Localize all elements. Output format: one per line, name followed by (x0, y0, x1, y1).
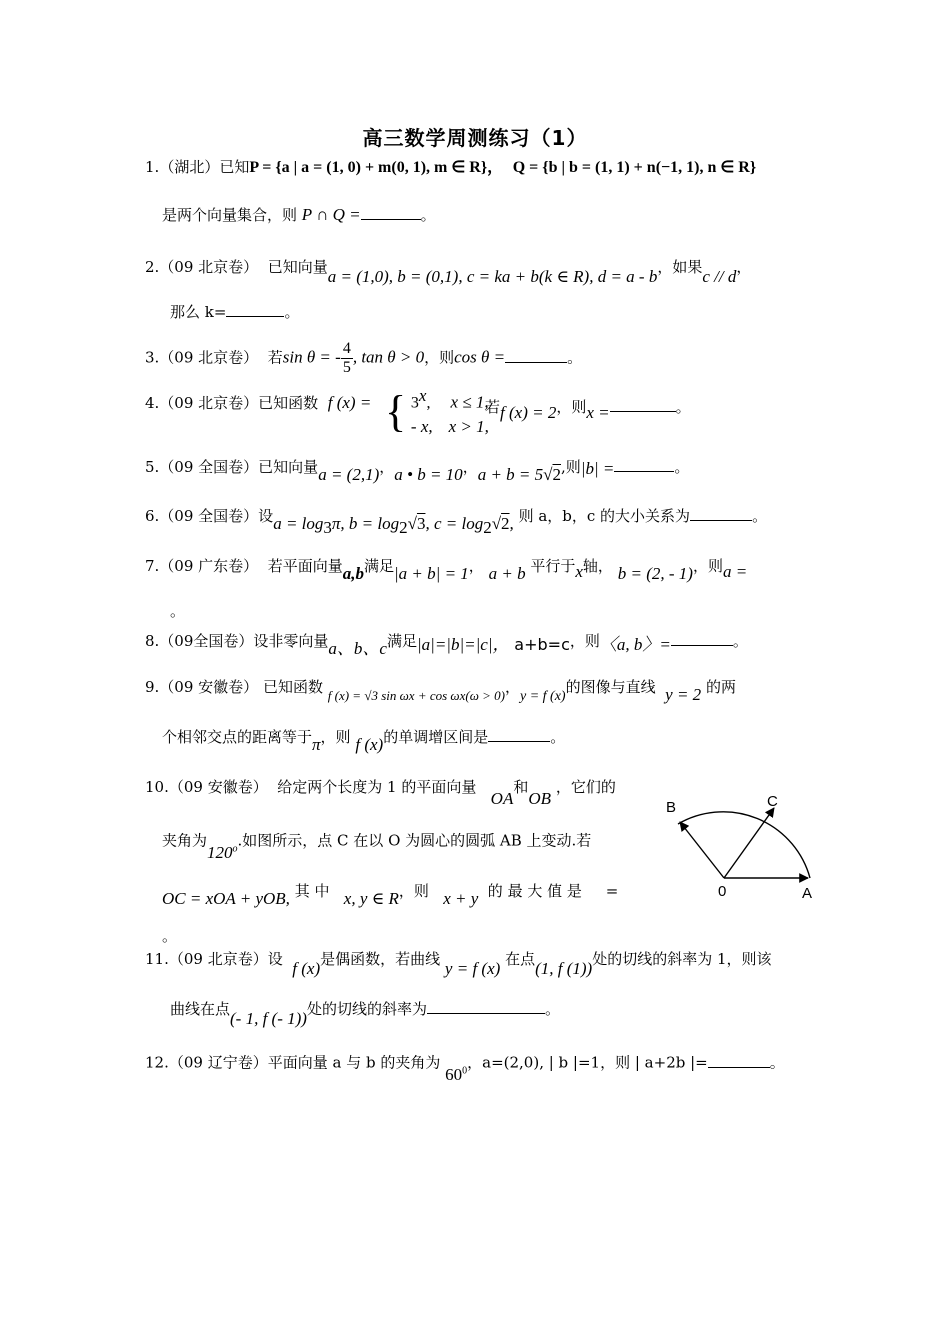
piecewise-cases: 3$^x$, x ≤ 1, - x, x > 1, (410, 386, 489, 437)
log-base: 2 (483, 518, 492, 537)
math-expression: , tan θ > 0 (352, 347, 425, 367)
question-text: 的单调增区间是 (383, 728, 489, 746)
math-expression: y = f (x) (444, 959, 501, 978)
question-number: 7.（09 广东卷） (145, 557, 259, 575)
question-8-line-1 (145, 630, 748, 658)
question-text: ，则 (569, 632, 600, 650)
math-expression: = (605, 882, 619, 900)
math-expression: a = (722, 562, 748, 581)
question-11-line-2 (170, 998, 560, 1028)
punctuation: 。 (675, 398, 691, 416)
question-7-line-2 (170, 600, 185, 622)
fraction-denominator: 5 (342, 359, 351, 376)
question-4-line-1 (145, 392, 371, 414)
question-text: 的 最 大 值 是 (487, 882, 582, 900)
question-text: 和 (513, 778, 529, 796)
question-number: 5.（09 全国卷） (145, 458, 259, 476)
degree-symbol: o (232, 843, 238, 854)
fraction-numerator: 4 (342, 340, 351, 357)
log-base: 2 (399, 518, 408, 537)
math-expression: x, y ∈ R (343, 889, 399, 908)
punctuation: 。 (769, 1053, 785, 1072)
math-expression: a、b、c (328, 639, 387, 658)
question-text: ，它们的 (555, 778, 616, 796)
question-number: 1. (145, 158, 160, 176)
question-9-line-2 (162, 726, 566, 754)
question-9-line-1 (145, 676, 736, 704)
question-12-line-1 (145, 1048, 785, 1084)
math-expression: f (x) = (327, 393, 372, 412)
math-expression: f (x) (292, 959, 321, 978)
math-expression: a = log (273, 514, 324, 533)
sqrt-radicand: 2 (501, 514, 510, 533)
question-text: ,则 (561, 458, 581, 476)
punctuation: 。 (752, 507, 768, 525)
question-number: 3.（09 北京卷） (145, 348, 259, 367)
question-text: ，a=(2,0), | b |=1，则 | a+2b |= (467, 1053, 708, 1072)
punctuation: 。 (550, 728, 566, 746)
question-text: 已知向量 (267, 258, 328, 276)
case-value: 3 (410, 394, 419, 412)
math-expression: OA (490, 789, 514, 808)
question-text: 满足 (386, 632, 417, 650)
math-expression: x (575, 562, 583, 581)
question-text: 个相邻交点的距离等于 (162, 728, 313, 746)
math-expression: (1, f (1)) (535, 959, 593, 978)
set-q-definition: Q = {b | b = (1, 1) + n(−1, 1), n ∈ R} (512, 159, 757, 176)
math-expression: |a|=|b|=|c|， (416, 635, 510, 654)
arc-vector-diagram (666, 790, 822, 910)
answer-blank[interactable] (610, 397, 676, 412)
question-text: 设 (267, 950, 283, 968)
question-3-line-1 (145, 340, 582, 377)
answer-blank[interactable] (690, 506, 752, 521)
question-text: 已知函数 (262, 678, 323, 696)
question-text: 夹角为 (162, 831, 208, 850)
question-number: 11.（09 北京卷） (145, 950, 268, 968)
math-expression: , c = log (425, 514, 484, 533)
answer-blank[interactable] (488, 727, 550, 742)
question-text: ，则 (320, 728, 351, 746)
math-expression: P ∩ Q = (301, 205, 361, 224)
question-text: 那么 k= (170, 303, 227, 321)
set-p-definition: P = {a | a = (1, 0) + m(0, 1), m ∈ R}， (249, 159, 504, 176)
question-text: 已知函数 (258, 394, 319, 412)
question-text: 曲线在点 (170, 1000, 231, 1018)
label-c: C (767, 793, 778, 810)
punctuation: 。 (674, 458, 690, 476)
punctuation: ， (462, 458, 478, 476)
question-10-line-3 (162, 880, 619, 908)
case-value: - x, (410, 417, 433, 437)
question-text: ，则 (556, 398, 587, 416)
answer-blank[interactable] (505, 348, 567, 363)
question-10-line-1 (145, 776, 616, 808)
math-expression: π, b = log (331, 514, 400, 533)
question-text: 的图像与直线 (565, 678, 656, 696)
question-text: ，则 (692, 557, 723, 575)
math-expression: f (x) (355, 735, 384, 754)
answer-blank[interactable] (708, 1053, 770, 1068)
case-exponent: x (418, 386, 427, 405)
math-expression (207, 843, 238, 862)
punctuation: 。 (170, 602, 186, 620)
math-expression: a + b (488, 564, 526, 583)
punctuation: ， (468, 557, 484, 575)
punctuation: ， (504, 678, 520, 696)
answer-blank[interactable] (226, 302, 284, 317)
degree-symbol: 0 (462, 1065, 468, 1076)
case-condition: x ≤ 1, (450, 392, 489, 412)
math-expression: a = (2,1) (318, 465, 380, 484)
question-text: 给定两个长度为 1 的平面向量 (277, 778, 477, 796)
punctuation: ， (736, 258, 752, 276)
question-text: 若平面向量 (267, 557, 343, 575)
question-number: 4.（09 北京卷） (145, 394, 259, 412)
label-b: B (666, 799, 677, 816)
math-expression: sin θ = - (282, 347, 341, 367)
math-expression: x + y (443, 889, 479, 908)
vector-oc (724, 808, 774, 878)
question-text: ，则 (398, 882, 429, 900)
punctuation: 。 (567, 348, 583, 367)
math-expression: a • b = 10 (394, 465, 463, 484)
math-expression: |b| = (580, 459, 615, 478)
question-text: 满足 (363, 557, 394, 575)
question-text: 设非零向量 (253, 632, 329, 650)
answer-blank[interactable] (427, 999, 545, 1014)
sqrt-radicand: 2 (552, 465, 561, 484)
question-text: 则 a，b，c 的大小关系为 (518, 507, 691, 525)
question-text: 若 (485, 398, 501, 416)
answer-blank[interactable] (614, 457, 674, 472)
math-expression: (- 1, f (- 1)) (230, 1009, 307, 1028)
fraction (341, 340, 353, 377)
math-expression (445, 1065, 467, 1084)
question-10-line-2 (162, 826, 592, 862)
question-2-line-1 (145, 256, 752, 286)
question-text: 轴， (582, 557, 613, 575)
angle-value: 120 (207, 842, 233, 862)
math-expression: y = f (x) (520, 689, 566, 704)
question-text: 是偶函数，若曲线 (320, 950, 441, 968)
math-expression: a + b = 5 (477, 465, 544, 484)
answer-blank[interactable] (361, 205, 421, 220)
question-text: 处的切线的斜率为 (306, 1000, 427, 1018)
math-expression: x = (586, 403, 610, 422)
question-text: 在点 (505, 950, 536, 968)
question-4-line-1b (485, 396, 691, 422)
math-expression: b = (2, - 1) (617, 564, 693, 583)
math-expression: y = 2 (665, 685, 702, 704)
question-text: 是两个向量集合，则 (162, 206, 298, 224)
question-number: 8.（09全国卷） (145, 632, 254, 650)
label-a: A (802, 885, 813, 902)
punctuation: 。 (284, 303, 300, 321)
math-expression: a,b (342, 564, 364, 583)
math-expression: π (312, 735, 321, 754)
math-expression: |a + b| = 1 (394, 564, 469, 583)
punctuation: 。 (162, 927, 178, 945)
math-expression: 〈a, b〉= (599, 635, 671, 654)
math-expression: OB (528, 789, 552, 808)
question-text: 处的切线的斜率为 1，则该 (592, 950, 772, 968)
math-expression: c // d (702, 267, 737, 286)
punctuation: ， (379, 458, 395, 476)
question-number: 9.（09 安徽卷） (145, 678, 259, 696)
sqrt-radicand: 3 (416, 514, 426, 533)
question-number: 10.（09 安徽卷） (145, 778, 268, 796)
answer-blank[interactable] (671, 631, 733, 646)
question-text: ，则 (424, 348, 455, 367)
math-expression: a+b=c (514, 635, 570, 654)
punctuation: 。 (732, 632, 748, 650)
page-title: 高三数学周测练习（1） (362, 126, 588, 150)
sqrt-symbol: √2 (491, 514, 510, 533)
brace-symbol: { (385, 387, 407, 437)
question-text: 其 中 (294, 882, 330, 900)
question-6-line-1 (145, 505, 768, 537)
question-text: 平行于 (530, 557, 576, 575)
question-text: .如图所示，点 C 在以 O 为圆心的圆弧 AB 上变动.若 (237, 831, 592, 850)
question-number: 12.（09 辽宁卷） (145, 1053, 268, 1072)
piecewise-function (385, 384, 489, 440)
question-text: ，如果 (657, 258, 703, 276)
question-7-line-1 (145, 555, 748, 583)
question-1-line-2 (162, 204, 436, 226)
question-text: 的两 (705, 678, 736, 696)
math-expression: f (x) = 2 (500, 403, 557, 422)
question-text: 平面向量 a 与 b 的夹角为 (267, 1053, 441, 1072)
math-expression: f (x) = √3 sin ωx + cos ωx(ω > 0) (327, 688, 505, 703)
math-expression: OC = xOA + yOB, (162, 889, 290, 908)
question-2-line-2 (170, 301, 299, 323)
log-base: 3 (323, 518, 332, 537)
question-1-line-1 (145, 156, 756, 179)
math-expression: , (509, 514, 514, 533)
label-o: 0 (718, 883, 727, 900)
question-text: 若 (267, 348, 283, 367)
angle-value: 60 (445, 1064, 463, 1084)
question-number: 2.（09 北京卷） (145, 258, 259, 276)
punctuation: 。 (420, 206, 436, 224)
question-5-line-1 (145, 456, 690, 484)
math-expression: a = (1,0), b = (0,1), c = ka + b(k ∈ R), d = a - b (327, 267, 658, 286)
question-10-line-4 (162, 925, 177, 947)
question-text: 设 (258, 507, 274, 525)
punctuation: 。 (544, 1000, 560, 1018)
log-expression (273, 514, 514, 537)
question-number: 6.（09 全国卷） (145, 507, 259, 525)
sqrt-symbol: √3 (407, 514, 426, 533)
question-source: （湖北）已知 (159, 158, 250, 176)
vector-ob (680, 822, 724, 878)
case-condition: x > 1, (448, 417, 489, 437)
sqrt-symbol: √2 (543, 465, 561, 484)
question-text: 已知向量 (258, 458, 319, 476)
question-11-line-1 (145, 948, 772, 978)
math-expression: cos θ = (454, 347, 506, 367)
